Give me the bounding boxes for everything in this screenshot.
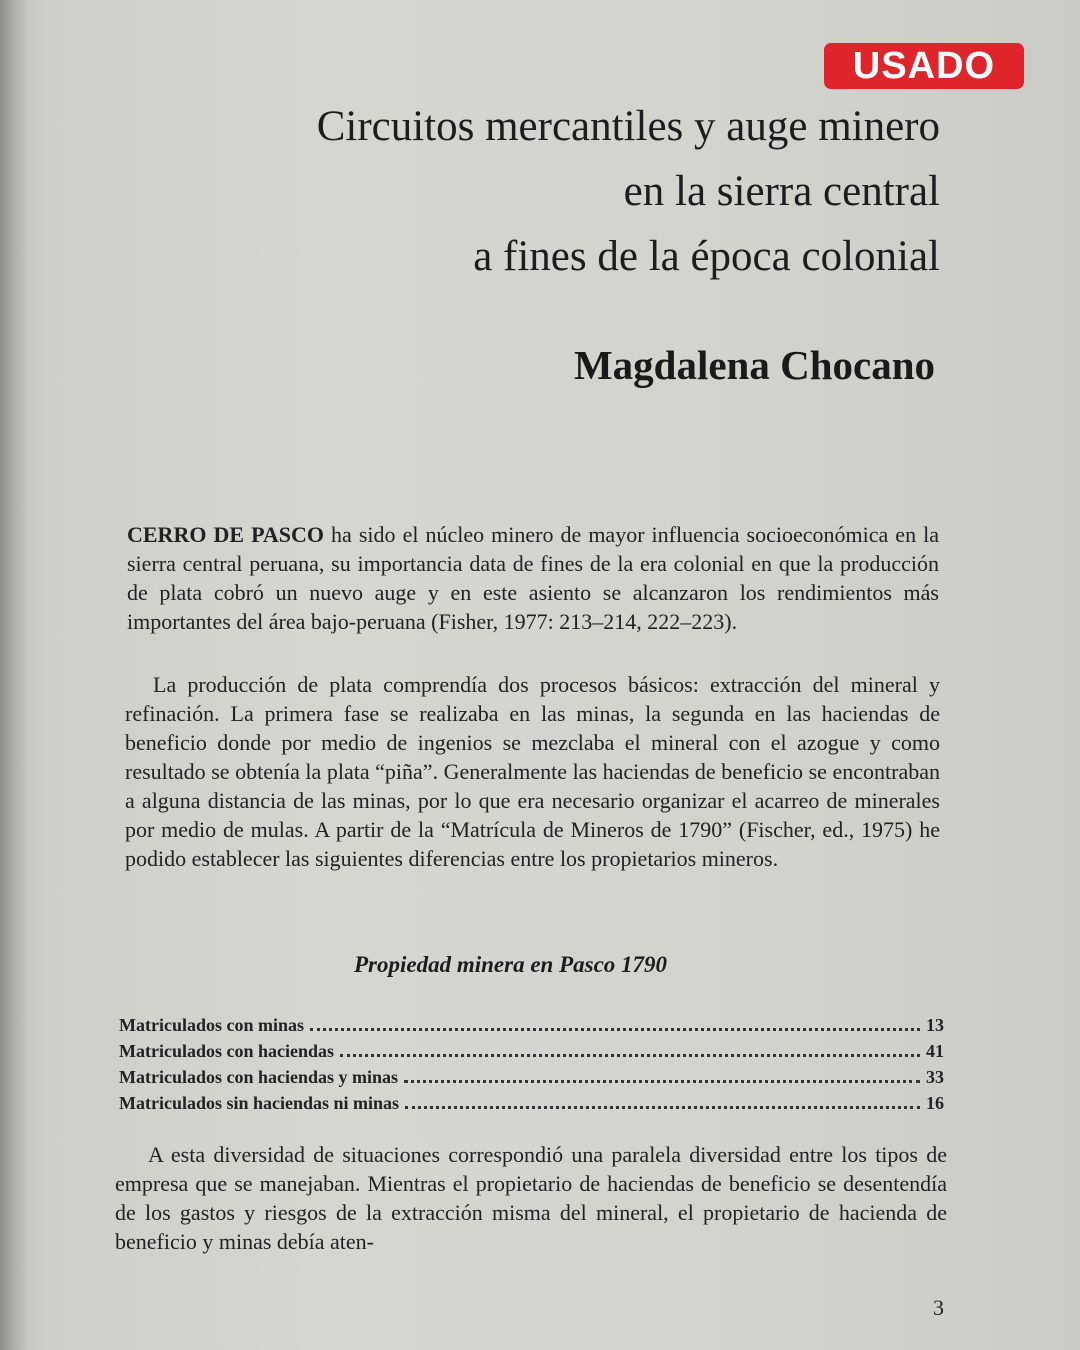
table-row-value: 33 (926, 1067, 944, 1087)
used-badge: USADO (824, 43, 1024, 89)
paragraph-intro (127, 520, 939, 636)
paragraph-production: La producción de plata comprendía dos procesos básicos: extracción del mineral y refinación. La primera fase se realizaba en las minas, la segunda en las haciendas de beneficio donde por medio de ingenios se mezclaba el mineral con el azogue y como resultado se obtenía la plata “piña”. Generalmente las haciendas de beneficio se encontraban a alguna distancia de las minas, por lo que era necesario organizar el acarreo de minerales por medio de mulas. A partir de la “Matrícula de Mineros de 1790” (Fischer, ed., 1975) he podido establecer las siguientes diferencias entre los propietarios mineros. (125, 672, 940, 871)
paragraph-diversity: A esta diversidad de situaciones correspondió una paralela diversidad entre los tipos de empresa que se manejaban. Mientras el propietario de haciendas de beneficio se desentendía de los gastos y riesgos de la extracción misma del mineral, el propietario de hacienda de beneficio y minas debía aten- (115, 1142, 947, 1254)
table-row (119, 1064, 944, 1090)
table-row (119, 1038, 944, 1064)
paragraph-lead: CERRO DE PASCO (127, 522, 325, 547)
dot-leader (404, 1080, 920, 1083)
title-line-2: en la sierra central (623, 168, 940, 215)
dot-leader (310, 1028, 920, 1031)
table-row (119, 1090, 944, 1116)
page-number: 3 (933, 1295, 944, 1320)
author-name: Magdalena Chocano (573, 342, 935, 388)
dot-leader (405, 1106, 920, 1109)
table-row-label: Matriculados sin haciendas ni minas (119, 1093, 400, 1113)
paragraph-intro-text: ha sido el núcleo minero de mayor influencia socioeconómica en la sierra central peruana, su importancia data de fines de la era colonial en que la producción de plata cobró un nuevo auge y en este asiento se alcanzaron los rendimientos más importantes del área bajo-peruana (Fisher, 1977: 213–214, 222–223). (127, 522, 939, 634)
table-title: Propiedad minera en Pasco 1790 (354, 952, 668, 977)
table-row-label: Matriculados con haciendas (119, 1041, 335, 1061)
table-row-value: 16 (926, 1093, 944, 1113)
property-table (119, 1012, 944, 1116)
title-line-1: Circuitos mercantiles y auge minero (316, 103, 940, 150)
title-line-3: a fines de la época colonial (473, 233, 940, 280)
table-row-label: Matriculados con haciendas y minas (119, 1067, 399, 1087)
table-row-value: 41 (926, 1041, 944, 1061)
table-row (119, 1012, 944, 1038)
page-gutter-shadow (0, 0, 28, 1350)
table-row-label: Matriculados con minas (119, 1015, 305, 1035)
table-row-value: 13 (926, 1015, 944, 1035)
dot-leader (340, 1054, 920, 1057)
